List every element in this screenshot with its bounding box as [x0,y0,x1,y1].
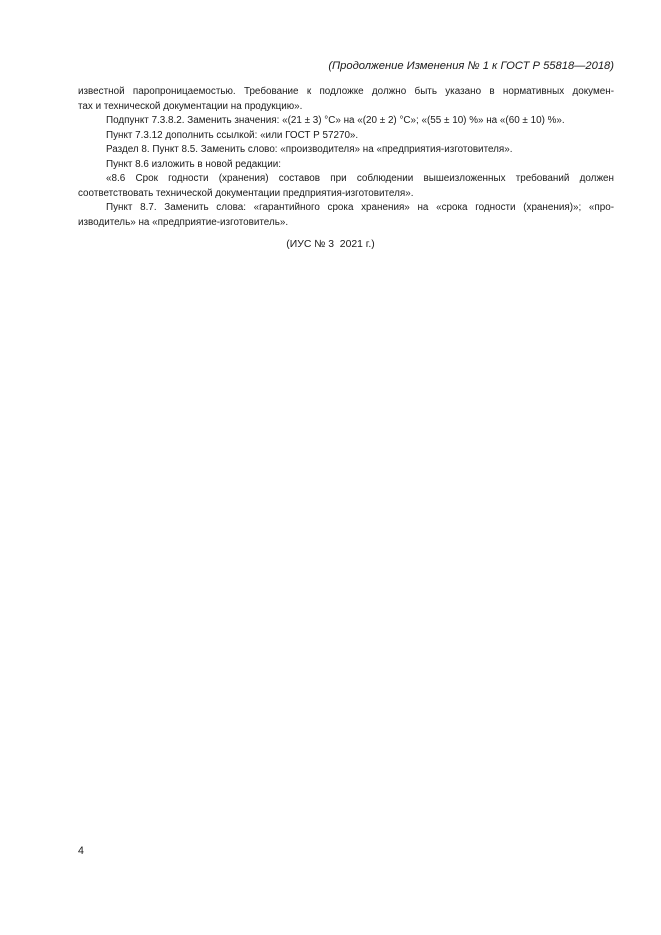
paragraph-clause-7-3-12: Пункт 7.3.12 дополнить ссылкой: «или ГОСТ Р 57270». [106,129,359,141]
paragraph-line: соответствовать технической документации предприятия-изготовителя». [78,187,414,199]
running-header: (Продолжение Изменения № 1 к ГОСТ Р 55818—2018) [328,60,614,72]
paragraph-line: известной паропроницаемостью. Требование к подложке должно быть указано в нормативных докумен- [78,86,614,97]
paragraph-clause-8-5: Раздел 8. Пункт 8.5. Заменить слово: «производителя» на «предприятия-изготовителя». [106,144,513,155]
paragraph-subclause-7-3-8-2: Подпункт 7.3.8.2. Заменить значения: «(21 ± 3) °С» на «(20 ± 2) °С»; «(55 ± 10) %» на «(60 ± 10) %». [106,115,565,126]
paragraph-line: Пункт 8.7. Заменить слова: «гарантийного срока хранения» на «срока годности (хранения)»; «про- [106,202,614,213]
paragraph-line: «8.6 Срок годности (хранения) составов при соблюдении вышеизложенных требований должен [106,173,614,184]
paragraph-line: тах и технической документации на продукцию». [78,100,303,112]
amendment-body [78,85,614,230]
paragraph-line: изводитель» на «предприятие-изготовитель». [78,216,289,228]
page-number: 4 [78,845,84,857]
paragraph-clause-8-6-intro: Пункт 8.6 изложить в новой редакции: [106,158,281,170]
source-note: (ИУС № 3 2021 г.) [286,239,375,250]
